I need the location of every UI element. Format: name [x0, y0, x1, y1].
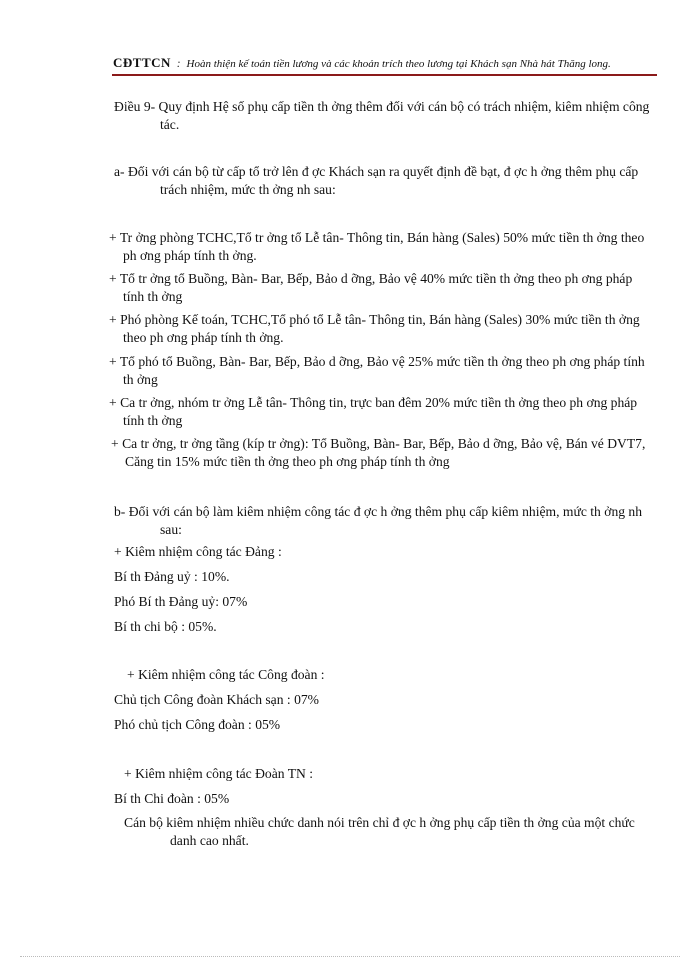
section-a-item: + Ca tr ởng, tr ởng tầng (kíp tr ởng): Tổ Buồng, Bàn- Bar, Bếp, Bảo d ỡng, Bảo vệ, Bán vé DVT7, Căng tin 15% mức tiền th ởng theo ph ơng pháp tính th ởng	[111, 436, 646, 469]
union-line: Phó chủ tịch Công đoàn : 05%	[114, 717, 281, 732]
section-b-intro: b- Đối với cán bộ làm kiêm nhiệm công tác đ ợc h ởng thêm phụ cấp kiêm nhiệm, mức th ởng nh sau:	[114, 504, 643, 537]
closing-note: Cán bộ kiêm nhiệm nhiều chức danh nói trên chỉ đ ợc h ởng phụ cấp tiền th ởng của một chức danh cao nhất.	[124, 815, 635, 848]
section-a-intro: a- Đối với cán bộ từ cấp tổ trở lên đ ợc Khách sạn ra quyết định đề bạt, đ ợc h ởng thêm phụ cấp trách nhiệm, mức th ởng nh sau:	[114, 164, 639, 197]
youth-line: Bí th Chi đoàn : 05%	[114, 791, 230, 806]
header-code: CĐTTCN	[113, 55, 171, 70]
header-separator: :	[176, 58, 181, 70]
header-rule	[112, 74, 657, 76]
party-line: Bí th Đảng uỷ : 10%.	[114, 569, 230, 584]
header-title: Hoàn thiện kế toán tiền lương và các khoản trích theo lương tại Khách sạn Nhà hát Thăng long.	[186, 58, 611, 70]
youth-heading: + Kiêm nhiệm công tác Đoàn TN :	[124, 766, 313, 781]
union-heading: + Kiêm nhiệm công tác Công đoàn :	[127, 667, 325, 682]
section-a-item: + Phó phòng Kế toán, TCHC,Tổ phó tổ Lễ tân- Thông tin, Bán hàng (Sales) 30% mức tiền th ởng theo ph ơng pháp tính th ởng.	[109, 312, 640, 345]
section-a-item: + Tr ởng phòng TCHC,Tổ tr ởng tổ Lễ tân- Thông tin, Bán hàng (Sales) 50% mức tiền th ởng theo ph ơng pháp tính th ởng.	[109, 230, 645, 263]
party-line: Bí th chi bộ : 05%.	[114, 619, 217, 634]
page-bottom-rule	[20, 956, 680, 957]
union-line: Chủ tịch Công đoàn Khách sạn : 07%	[114, 692, 320, 707]
section-a-item: + Tổ phó tổ Buồng, Bàn- Bar, Bếp, Bảo d ỡng, Bảo vệ 25% mức tiền th ởng theo ph ơng pháp tính th ởng	[109, 354, 645, 387]
section-a-item: + Ca tr ởng, nhóm tr ởng Lễ tân- Thông tin, trực ban đêm 20% mức tiền th ởng theo ph ơng pháp tính th ởng	[109, 395, 638, 428]
article-heading: Điều 9- Quy định Hệ số phụ cấp tiền th ởng thêm đối với cán bộ có trách nhiệm, kiêm nhiệm công tác.	[114, 99, 650, 132]
page-header	[113, 55, 653, 71]
party-heading: + Kiêm nhiệm công tác Đảng :	[114, 544, 282, 559]
party-line: Phó Bí th Đảng uỷ: 07%	[114, 594, 248, 609]
section-a-item: + Tổ tr ởng tổ Buồng, Bàn- Bar, Bếp, Bảo d ỡng, Bảo vệ 40% mức tiền th ởng theo ph ơng pháp tính th ởng	[109, 271, 633, 304]
